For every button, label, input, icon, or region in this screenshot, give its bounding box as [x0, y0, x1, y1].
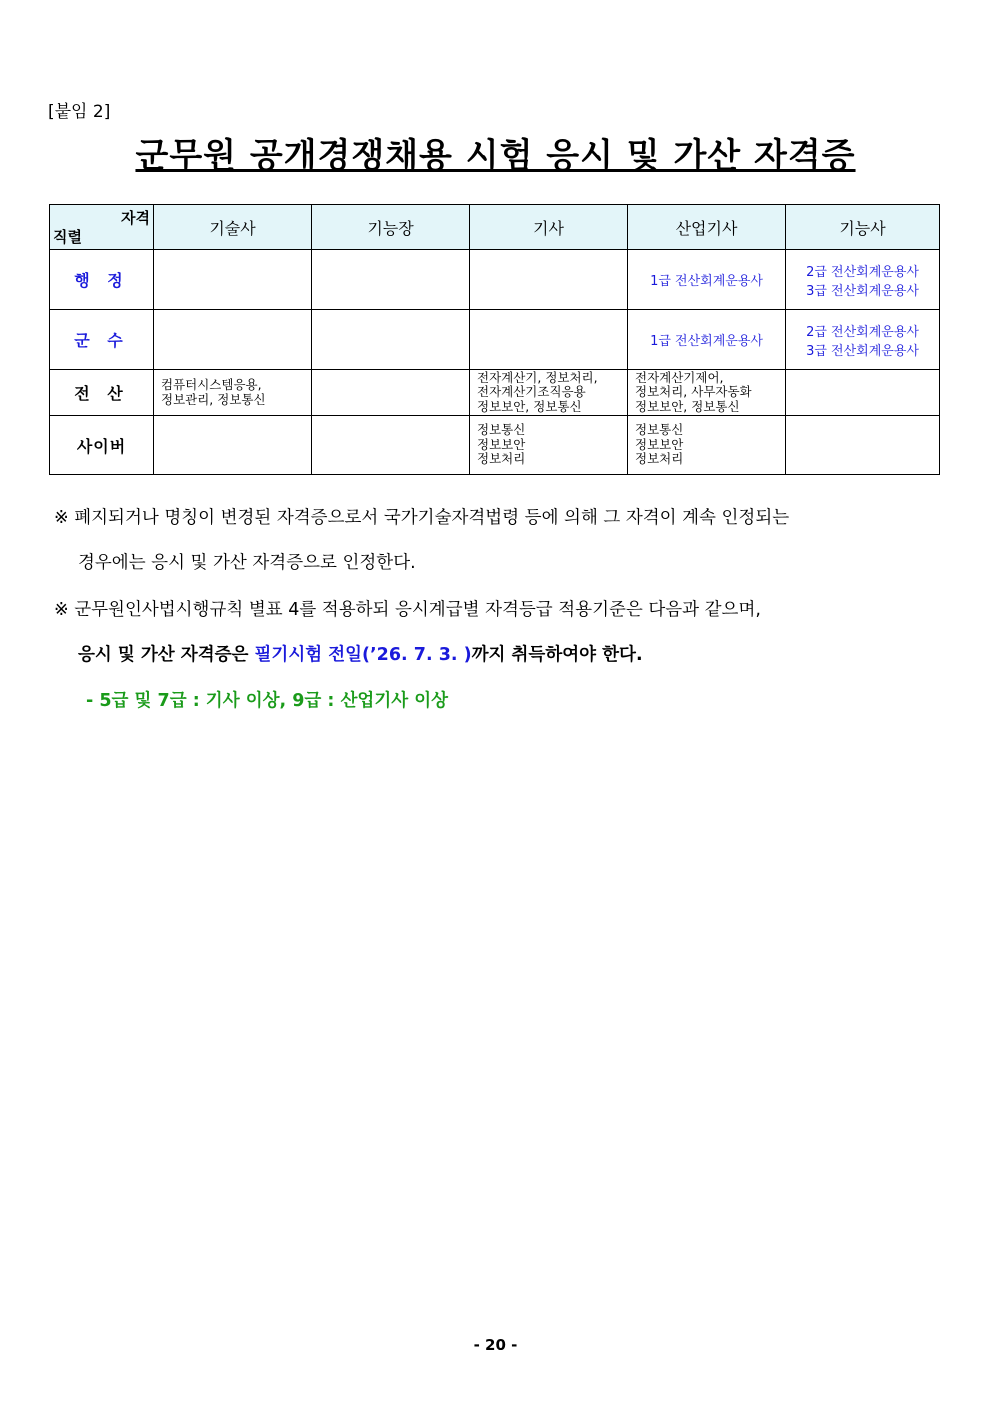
note-2-text-c: 까지 취득하여야 한다. — [471, 645, 643, 665]
table-cell — [786, 370, 940, 416]
column-header: 기능장 — [312, 205, 470, 250]
note-3-grade-criteria: - 5급 및 7급 : 기사 이상, 9급 : 산업기사 이상 — [86, 691, 449, 711]
table-header-row — [50, 205, 940, 250]
note-2-line-1: ※ 군무원인사법시행규칙 별표 4를 적용하되 응시계급별 자격등급 적용기준은 다음과 같으며, — [54, 600, 761, 620]
page-title: 군무원 공개경쟁채용 시험 응시 및 가산 자격증 — [135, 136, 856, 176]
table-row — [50, 310, 940, 370]
table-cell: 정보통신 정보보안 정보처리 — [628, 416, 786, 475]
table-cell — [470, 310, 628, 370]
row-label: 행 정 — [50, 250, 154, 310]
row-label: 전 산 — [50, 370, 154, 416]
note-2-line-2 — [78, 641, 643, 666]
table-row — [50, 416, 940, 475]
table-cell — [470, 250, 628, 310]
table-cell — [154, 416, 312, 475]
row-label: 사이버 — [50, 416, 154, 475]
table-cell: 1급 전산회계운용사 — [628, 310, 786, 370]
table-cell — [154, 310, 312, 370]
column-header: 기능사 — [786, 205, 940, 250]
table-cell: 정보통신 정보보안 정보처리 — [470, 416, 628, 475]
table-cell: 전자계산기제어, 정보처리, 사무자동화 정보보안, 정보통신 — [628, 370, 786, 416]
page-number: - 20 - — [473, 1336, 518, 1354]
table-cell: 컴퓨터시스템응용, 정보관리, 정보통신 — [154, 370, 312, 416]
table-cell: 전자계산기, 정보처리, 전자계산기조직응용 정보보안, 정보통신 — [470, 370, 628, 416]
note-1-line-1: ※ 폐지되거나 명칭이 변경된 자격증으로서 국가기술자격법령 등에 의해 그 자격이 계속 인정되는 — [54, 508, 790, 528]
note-2-text-a: 응시 및 가산 자격증은 — [78, 645, 255, 665]
corner-top-label: 자격 — [121, 209, 150, 227]
table-cell: 2급 전산회계운용사 3급 전산회계운용사 — [786, 250, 940, 310]
column-header: 기사 — [470, 205, 628, 250]
note-2-deadline: 필기시험 전일(’26. 7. 3. ) — [254, 645, 472, 665]
table-row — [50, 250, 940, 310]
note-1-line-2: 경우에는 응시 및 가산 자격증으로 인정한다. — [78, 553, 416, 573]
table-row — [50, 370, 940, 416]
row-label: 군 수 — [50, 310, 154, 370]
table-cell — [312, 416, 470, 475]
table-cell — [312, 310, 470, 370]
table-cell — [154, 250, 312, 310]
table-cell: 2급 전산회계운용사 3급 전산회계운용사 — [786, 310, 940, 370]
table-cell — [312, 370, 470, 416]
table-cell — [312, 250, 470, 310]
attachment-label: [붙임 2] — [48, 102, 111, 122]
column-header: 산업기사 — [628, 205, 786, 250]
column-header: 기술사 — [154, 205, 312, 250]
table-cell: 1급 전산회계운용사 — [628, 250, 786, 310]
qualification-table — [49, 204, 940, 475]
corner-bottom-label: 직렬 — [53, 228, 82, 246]
corner-header — [50, 205, 154, 250]
table-cell — [786, 416, 940, 475]
